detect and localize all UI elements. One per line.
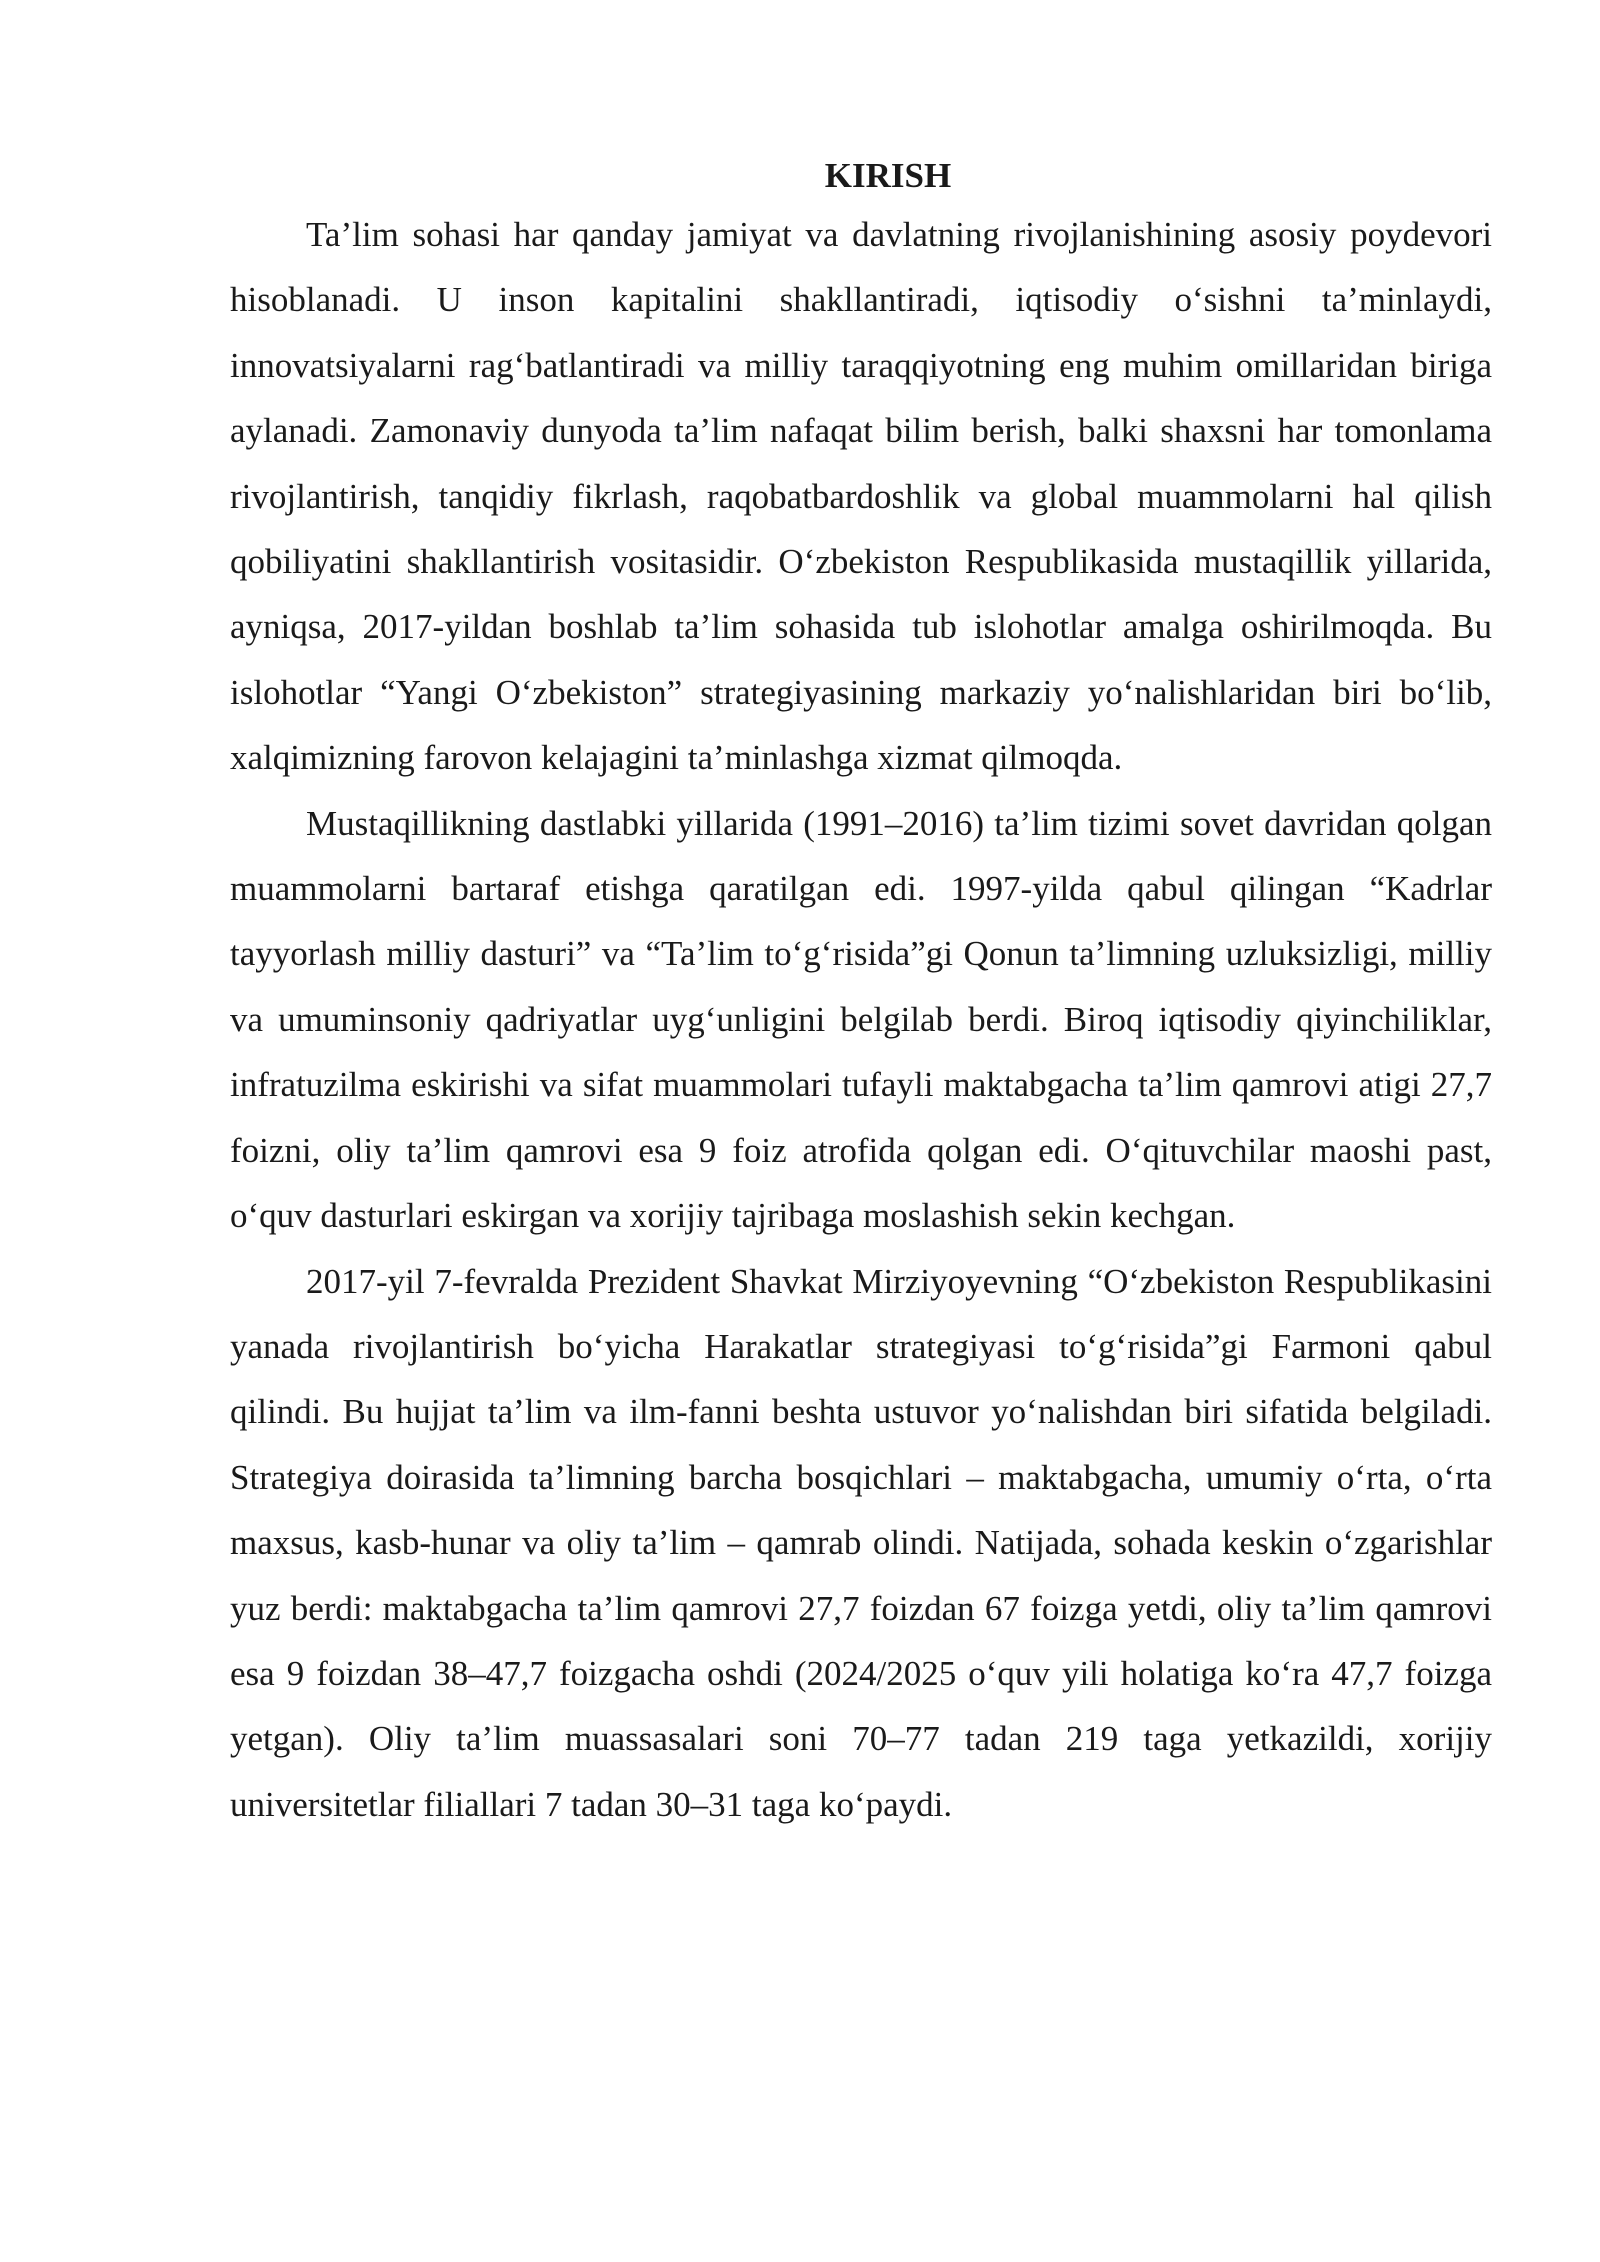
paragraph-1: Ta’lim sohasi har qanday jamiyat va davlatning rivojlanishining asosiy poydevori hisoblanadi. U inson kapitalini shakllantiradi, iqtisodiy o‘sishni ta’minlaydi, innovatsiyalarni rag‘batlantiradi va milliy taraqqiyotning eng muhim omillaridan biriga aylanadi. Zamonaviy dunyoda ta’lim nafaqat bilim berish, balki shaxsni har tomonlama rivojlantirish, tanqidiy fikrlash, raqobatbardoshlik va global muammolarni hal qilish qobiliyatini shakllantirish vositasidir. O‘zbekiston Respublikasida mustaqillik yillarida, ayniqsa, 2017-yildan boshlab ta’lim sohasida tub islohotlar amalga oshirilmoqda. Bu islohotlar “Yangi O‘zbekiston” strategiyasining markaziy yo‘nalishlaridan biri bo‘lib, xalqimizning farovon kelajagini ta’minlashga xizmat qilmoqda. — [230, 215, 1492, 778]
section-heading: KIRISH — [824, 156, 952, 195]
document-body — [230, 150, 1492, 1837]
paragraph-2: Mustaqillikning dastlabki yillarida (1991–2016) ta’lim tizimi sovet davridan qolgan muammolarni bartaraf etishga qaratilgan edi. 1997-yilda qabul qilingan “Kadrlar tayyorlash milliy dasturi” va “Ta’lim to‘g‘risida”gi Qonun ta’limning uzluksizligi, milliy va umuminsoniy qadriyatlar uyg‘unligini belgilab berdi. Biroq iqtisodiy qiyinchiliklar, infratuzilma eskirishi va sifat muammolari tufayli maktabgacha ta’lim qamrovi atigi 27,7 foizni, oliy ta’lim qamrovi esa 9 foiz atrofida qolgan edi. O‘qituvchilar maoshi past, o‘quv dasturlari eskirgan va xorijiy tajribaga moslashish sekin kechgan. — [230, 803, 1492, 1236]
paragraph-3: 2017-yil 7-fevralda Prezident Shavkat Mirziyoyevning “O‘zbekiston Respublikasini yanada rivojlantirish bo‘yicha Harakatlar strategiyasi to‘g‘risida”gi Farmoni qabul qilindi. Bu hujjat ta’lim va ilm-fanni beshta ustuvor yo‘nalishdan biri sifatida belgiladi. Strategiya doirasida ta’limning barcha bosqichlari – maktabgacha, umumiy o‘rta, o‘rta maxsus, kasb-hunar va oliy ta’lim – qamrab olindi. Natijada, sohada keskin o‘zgarishlar yuz berdi: maktabgacha ta’lim qamrovi 27,7 foizdan 67 foizga yetdi, oliy ta’lim qamrovi esa 9 foizdan 38–47,7 foizgacha oshdi (2024/2025 o‘quv yili holatiga ko‘ra 47,7 foizga yetgan). Oliy ta’lim muassasalari soni 70–77 tadan 219 taga yetkazildi, xorijiy universitetlar filiallari 7 tadan 30–31 taga ko‘paydi. — [230, 1261, 1492, 1824]
